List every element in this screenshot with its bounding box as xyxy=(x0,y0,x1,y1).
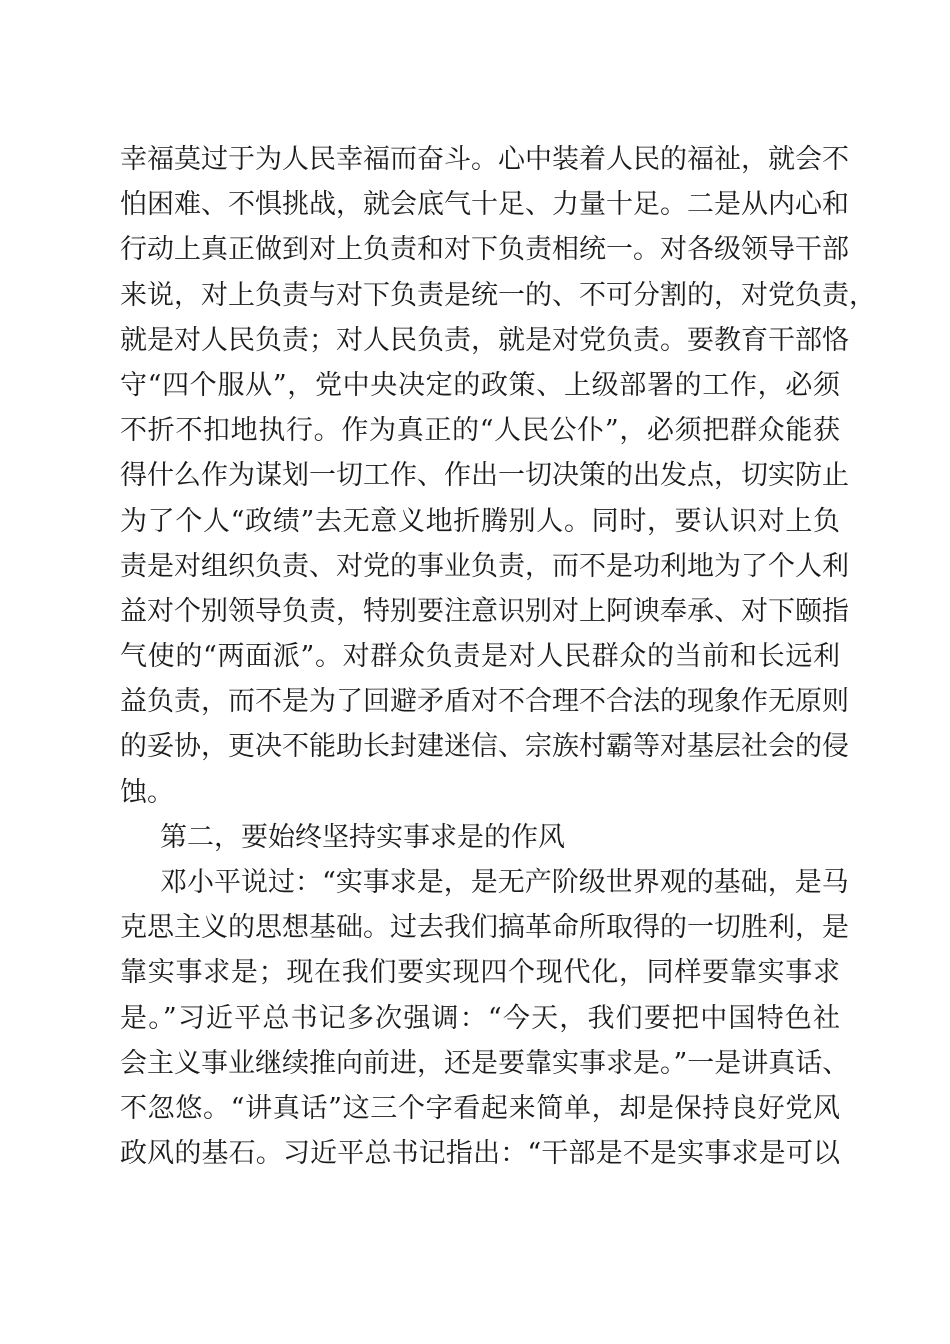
text-line: 益对个别领导负责，特别要注意识别对上阿谀奉承、对下颐指 xyxy=(120,595,849,627)
text-line: 守“四个服从”，党中央决定的政策、上级部署的工作，必须 xyxy=(120,369,840,401)
text-line: 来说，对上负责与对下负责是统一的、不可分割的，对党负责， xyxy=(120,279,876,311)
text-line: 政风的基石。习近平总书记指出：“干部是不是实事求是可以 xyxy=(120,1138,840,1170)
text-line: 益负责，而不是为了回避矛盾对不合理不合法的现象作无原则 xyxy=(120,686,849,718)
text-line: 气使的“两面派”。对群众负责是对人民群众的当前和长远利 xyxy=(120,641,840,673)
text-line: 是。”习近平总书记多次强调：“今天，我们要把中国特色社 xyxy=(120,1002,840,1034)
text-line: 不忽悠。“讲真话”这三个字看起来简单，却是保持良好党风 xyxy=(120,1092,840,1124)
text-line: 幸福莫过于为人民幸福而奋斗。心中装着人民的福祉，就会不 xyxy=(120,144,849,175)
text-line: 的妥协，更决不能助长封建迷信、宗族村霸等对基层社会的侵 xyxy=(120,731,849,763)
text-line: 靠实事求是；现在我们要实现四个现代化，同样要靠实事求 xyxy=(120,957,840,989)
text-line: 克思主义的思想基础。过去我们搞革命所取得的一切胜利，是 xyxy=(120,912,849,944)
document-body xyxy=(120,137,876,1176)
text-line: 就是对人民负责；对人民负责，就是对党负责。要教育干部恪 xyxy=(120,324,849,356)
text-line: 得什么作为谋划一切工作、作出一切决策的出发点，切实防止 xyxy=(120,460,849,492)
text-line: 为了个人“政绩”去无意义地折腾别人。同时，要认识对上负 xyxy=(120,505,840,537)
text-line: 会主义事业继续推向前进，还是要靠实事求是。”一是讲真话、 xyxy=(120,1047,850,1079)
text-line: 行动上真正做到对上负责和对下负责相统一。对各级领导干部 xyxy=(120,234,849,266)
section-heading: 第二，要始终坚持实事求是的作风 xyxy=(160,821,565,853)
text-line: 不折不扣地执行。作为真正的“人民公仆”，必须把群众能获 xyxy=(120,415,840,447)
text-line: 蚀。 xyxy=(120,776,174,808)
text-line: 怕困难、不惧挑战，就会底气十足、力量十足。二是从内心和 xyxy=(120,189,849,221)
text-line: 邓小平说过：“实事求是，是无产阶级世界观的基础，是马 xyxy=(160,867,849,898)
text-line: 责是对组织负责、对党的事业负责，而不是功利地为了个人利 xyxy=(120,550,849,582)
